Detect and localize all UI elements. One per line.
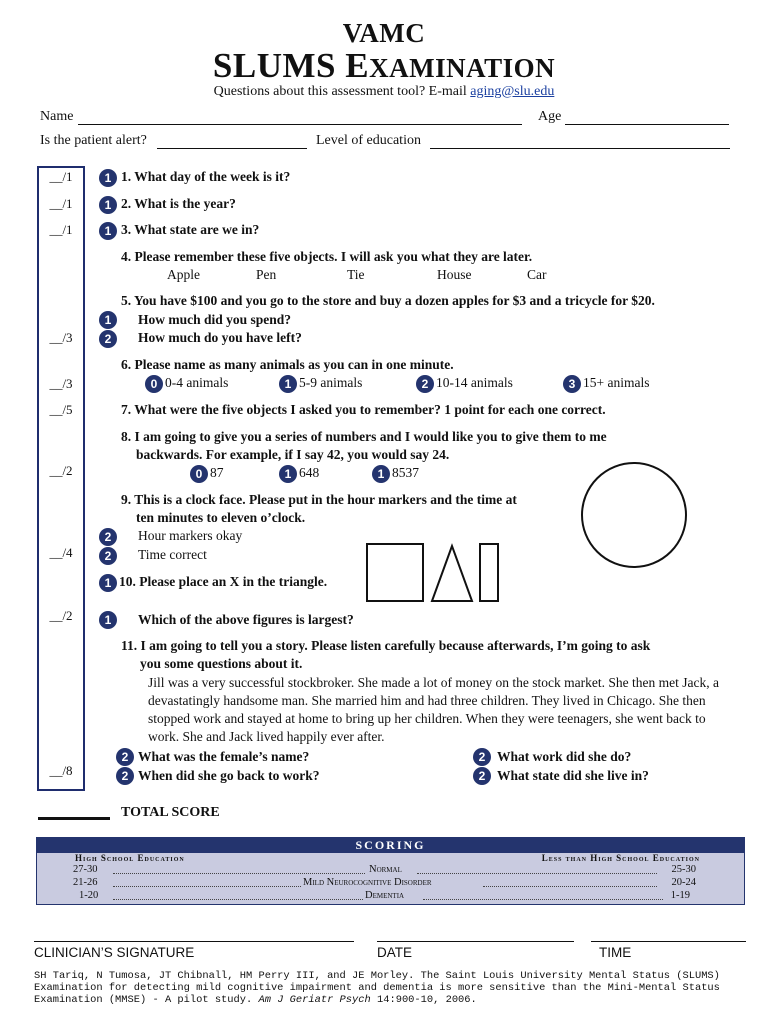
object-car: Car [527, 267, 547, 282]
name-field[interactable] [78, 124, 522, 125]
exam-title [0, 46, 768, 86]
dotted-leader [483, 886, 657, 887]
dotted-leader [113, 899, 363, 900]
dotted-leader [423, 899, 663, 900]
score-q3[interactable]: __/1 [49, 222, 73, 237]
numbers-option-1: 648 [299, 465, 320, 480]
education-label: Level of education [316, 133, 421, 148]
question-11d: What state did she live in? [497, 768, 649, 783]
point-badge-q2: 1 [99, 196, 117, 214]
contact-text: Questions about this assessment tool? E-mail [213, 84, 467, 99]
point-badge-q8-0: 0 [190, 465, 208, 483]
square-shape [367, 544, 423, 601]
question-2: 2. What is the year? [121, 196, 236, 211]
animals-option-3: 15+ animals [583, 375, 650, 390]
point-badge-q11d: 2 [473, 767, 491, 785]
point-badge-q11c: 2 [473, 748, 491, 766]
point-badge-q6-1: 1 [279, 375, 297, 393]
animals-option-1: 5-9 animals [299, 375, 363, 390]
question-1: 1. What day of the week is it? [121, 169, 291, 184]
email-link[interactable]: aging@slu.edu [470, 84, 555, 99]
point-badge-q8-2: 1 [372, 465, 390, 483]
question-10b: Which of the above figures is largest? [138, 612, 354, 627]
question-11-line1: 11. I am going to tell you a story. Please listen carefully because afterwards, I’m going to ask [121, 638, 651, 653]
object-pen: Pen [256, 267, 277, 282]
scoring-row-mnd-high: 21-26 [73, 877, 98, 888]
scoring-row-normal-label: Normal [369, 864, 402, 875]
question-3: 3. What state are we in? [121, 222, 260, 237]
citation-ref: 14:900-10, 2006. [377, 994, 477, 1006]
scoring-row-normal-less: 25-30 [671, 864, 696, 875]
dotted-leader [417, 873, 657, 874]
rectangle-shape [480, 544, 498, 601]
header-vamc: VAMC [342, 18, 426, 48]
question-11-line2: you some questions about it. [140, 656, 303, 671]
scoring-box [36, 837, 745, 905]
score-q7[interactable]: __/5 [49, 402, 73, 417]
shapes-figure [364, 541, 504, 605]
point-badge-q8-1: 1 [279, 465, 297, 483]
question-9a: Hour markers okay [138, 528, 243, 543]
question-5a: How much did you spend? [138, 312, 292, 327]
title-part-1: SLUMS E [212, 46, 370, 85]
score-q9[interactable]: __/4 [49, 545, 73, 560]
object-house: House [437, 267, 472, 282]
scoring-col-high: High School Education [75, 853, 185, 863]
dotted-leader [113, 873, 365, 874]
question-7: 7. What were the five objects I asked you to remember? 1 point for each one correct. [121, 402, 606, 417]
scoring-row-mnd-less: 20-24 [671, 877, 696, 888]
clinician-signature-line[interactable] [34, 941, 354, 942]
date-line[interactable] [377, 941, 574, 942]
question-4: 4. Please remember these five objects. I will ask you what they are later. [121, 249, 533, 264]
score-q10[interactable]: __/2 [49, 608, 73, 623]
question-11a: What was the female’s name? [138, 749, 310, 764]
point-badge-q1: 1 [99, 169, 117, 187]
scoring-row-dementia-label: Dementia [365, 890, 405, 901]
question-10: 10. Please place an X in the triangle. [119, 574, 328, 589]
dotted-leader [113, 886, 301, 887]
age-label: Age [538, 109, 562, 124]
score-q1[interactable]: __/1 [49, 169, 73, 184]
question-9b: Time correct [138, 547, 207, 562]
score-q6[interactable]: __/3 [49, 376, 73, 391]
point-badge-q10: 1 [99, 574, 117, 592]
citation-text: SH Tariq, N Tumosa, JT Chibnall, HM Perry III, and JE Morley. The Saint Louis University Mental Status (SLUMS) Examination for detecting mild cognitive impairment and dementia is more sensitive than the Mini-Mental Status Examination (MMSE) - A pilot study. [34, 970, 720, 1006]
point-badge-q3: 1 [99, 222, 117, 240]
point-badge-q6-2: 2 [416, 375, 434, 393]
scoring-row-dementia-high: 1-20 [79, 890, 99, 901]
question-5: 5. You have $100 and you go to the store and buy a dozen apples for $3 and a tricycle for $20. [121, 293, 655, 308]
numbers-option-0: 87 [210, 465, 224, 480]
clinician-signature-label: CLINICIAN’S SIGNATURE [34, 945, 195, 960]
point-badge-q10b: 1 [99, 611, 117, 629]
animals-option-0: 0-4 animals [165, 375, 229, 390]
education-field[interactable] [430, 148, 730, 149]
time-line[interactable] [591, 941, 746, 942]
story-text: Jill was a very successful stockbroker. She made a lot of money on the stock market. She then met Jack, a devastatingly handsome man. She married him and had three children. They lived in Chicago. She then stopped work and stayed at home to bring up her children. When they were teenagers, she went back to work. She and Jack lived happily ever after. [148, 675, 719, 744]
score-q8[interactable]: __/2 [49, 463, 73, 478]
contact-line [0, 84, 768, 100]
triangle-shape [432, 546, 472, 601]
scoring-row-normal-high: 27-30 [73, 864, 98, 875]
numbers-option-2: 8537 [392, 465, 419, 480]
question-11b: When did she go back to work? [138, 768, 320, 783]
point-badge-q6-3: 3 [563, 375, 581, 393]
scoring-col-less: Less than High School Education [541, 853, 700, 863]
question-8-line1: 8. I am going to give you a series of numbers and I would like you to give them to me [121, 429, 607, 444]
question-11c: What work did she do? [497, 749, 632, 764]
alert-label: Is the patient alert? [40, 133, 147, 148]
age-field[interactable] [565, 124, 729, 125]
point-badge-q5b: 2 [99, 330, 117, 348]
title-part-2: XAMINATION [369, 53, 556, 83]
question-9-line1: 9. This is a clock face. Please put in the hour markers and the time at [121, 492, 517, 507]
scoring-row-mnd-label: Mild Neurocognitive Disorder [303, 877, 432, 888]
scoring-title: SCORING [37, 838, 744, 853]
point-badge-q9a: 2 [99, 528, 117, 546]
point-badge-q6-0: 0 [145, 375, 163, 393]
question-9-line2: ten minutes to eleven o’clock. [136, 510, 306, 525]
citation [34, 970, 738, 1006]
clock-face[interactable] [580, 461, 688, 569]
score-q2[interactable]: __/1 [49, 196, 73, 211]
object-apple: Apple [167, 267, 200, 282]
name-label: Name [40, 109, 74, 124]
alert-field[interactable] [157, 148, 307, 149]
question-5b: How much do you have left? [138, 330, 302, 345]
question-8-line2: backwards. For example, if I say 42, you would say 24. [136, 447, 450, 462]
point-badge-q5a: 1 [99, 311, 117, 329]
point-badge-q11a: 2 [116, 748, 134, 766]
point-badge-q9b: 2 [99, 547, 117, 565]
animals-option-2: 10-14 animals [436, 375, 513, 390]
total-score-line[interactable] [38, 817, 110, 820]
point-badge-q11b: 2 [116, 767, 134, 785]
question-6: 6. Please name as many animals as you can in one minute. [121, 357, 454, 372]
date-label: DATE [377, 945, 413, 960]
scoring-row-dementia-less: 1-19 [670, 890, 690, 901]
score-q5[interactable]: __/3 [49, 330, 73, 345]
total-score-label: TOTAL SCORE [121, 805, 220, 820]
citation-journal: Am J Geriatr Psych [258, 994, 371, 1006]
score-q11[interactable]: __/8 [49, 763, 73, 778]
time-label: TIME [599, 945, 632, 960]
object-tie: Tie [347, 267, 365, 282]
